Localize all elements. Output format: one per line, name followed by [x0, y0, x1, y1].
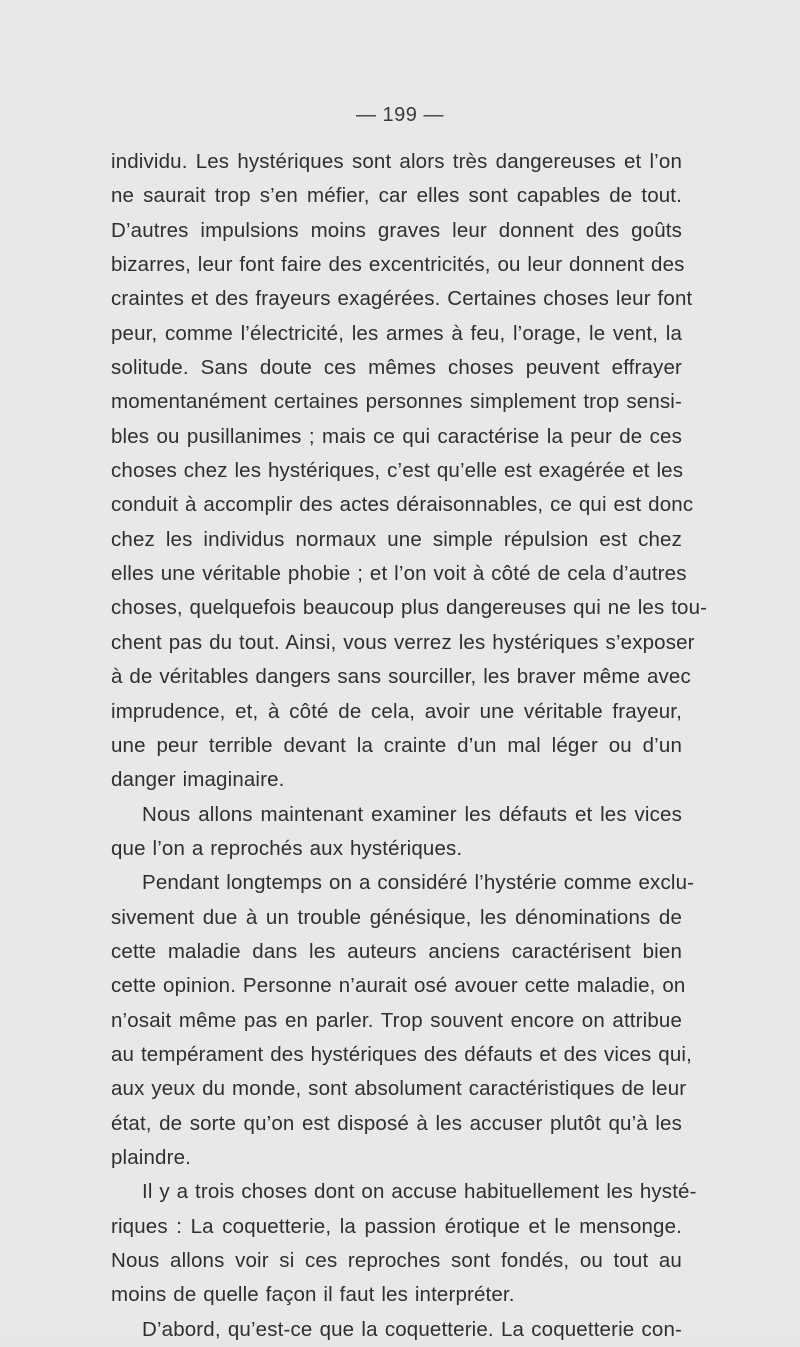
text-line: à de véritables dangers sans sourciller, les braver même avec [111, 665, 691, 689]
text-line: imprudence, et, à côté de cela, avoir une véritable frayeur, [111, 699, 682, 723]
text-line: bles ou pusillanimes ; mais ce qui caractérise la peur de ces [111, 424, 682, 448]
text-line: que l’on a reprochés aux hystériques. [111, 836, 463, 860]
text-line: plaindre. [111, 1145, 191, 1169]
text-line: au tempérament des hystériques des défauts et des vices qui, [111, 1042, 692, 1066]
text-line: choses, quelquefois beaucoup plus dangereuses qui ne les tou- [111, 596, 708, 620]
body-text [111, 145, 708, 1347]
text-line: conduit à accomplir des actes déraisonnables, ce qui est donc [111, 493, 694, 517]
text-line: D’autres impulsions moins graves leur donnent des goûts [111, 218, 682, 242]
text-line: danger imaginaire. [111, 768, 285, 792]
text-line: chez les individus normaux une simple répulsion est chez [111, 527, 682, 551]
text-line: chent pas du tout. Ainsi, vous verrez les hystériques s’exposer [111, 630, 695, 654]
text-line: cette opinion. Personne n’aurait osé avouer cette maladie, on [111, 974, 686, 998]
text-line: peur, comme l’électricité, les armes à feu, l’orage, le vent, la [111, 321, 682, 345]
text-line: Nous allons voir si ces reproches sont fondés, ou tout au [111, 1249, 682, 1272]
text-line: Nous allons maintenant examiner les défauts et les vices [142, 802, 682, 826]
text-line: Pendant longtemps on a considéré l’hystérie comme exclu- [142, 871, 695, 895]
text-line: bizarres, leur font faire des excentricités, ou leur donnent des [111, 253, 685, 277]
text-line: choses chez les hystériques, c’est qu’elle est exagérée et les [111, 459, 684, 483]
text-line: une peur terrible devant la crainte d’un mal léger ou d’un [111, 733, 682, 757]
text-line: sivement due à un trouble génésique, les dénominations de [111, 905, 682, 929]
text-line: Il y a trois choses dont on accuse habituellement les hysté- [142, 1180, 697, 1204]
text-line: momentanément certaines personnes simplement trop sensi- [111, 390, 682, 414]
text-line: craintes et des frayeurs exagérées. Certaines choses leur font [111, 287, 693, 311]
text-line: moins de quelle façon il faut les interpréter. [111, 1283, 515, 1307]
text-line: n’osait même pas en parler. Trop souvent encore on attribue [111, 1008, 682, 1032]
text-line: D’abord, qu’est-ce que la coquetterie. La coquetterie con- [142, 1317, 682, 1341]
text-line: solitude. Sans doute ces mêmes choses peuvent effrayer [111, 356, 682, 380]
text-line: cette maladie dans les auteurs anciens caractérisent bien [111, 939, 682, 963]
text-line: riques : La coquetterie, la passion érotique et le mensonge. [111, 1214, 682, 1238]
page-number: — 199 — [356, 104, 444, 126]
text-line: ne saurait trop s’en méfier, car elles sont capables de tout. [111, 184, 682, 208]
text-line: état, de sorte qu’on est disposé à les accuser plutôt qu’à les [111, 1111, 682, 1135]
text-line: aux yeux du monde, sont absolument caractéristiques de leur [111, 1077, 687, 1101]
text-line: elles une véritable phobie ; et l’on voit à côté de cela d’autres [111, 562, 687, 586]
text-line: individu. Les hystériques sont alors très dangereuses et l’on [111, 150, 682, 173]
